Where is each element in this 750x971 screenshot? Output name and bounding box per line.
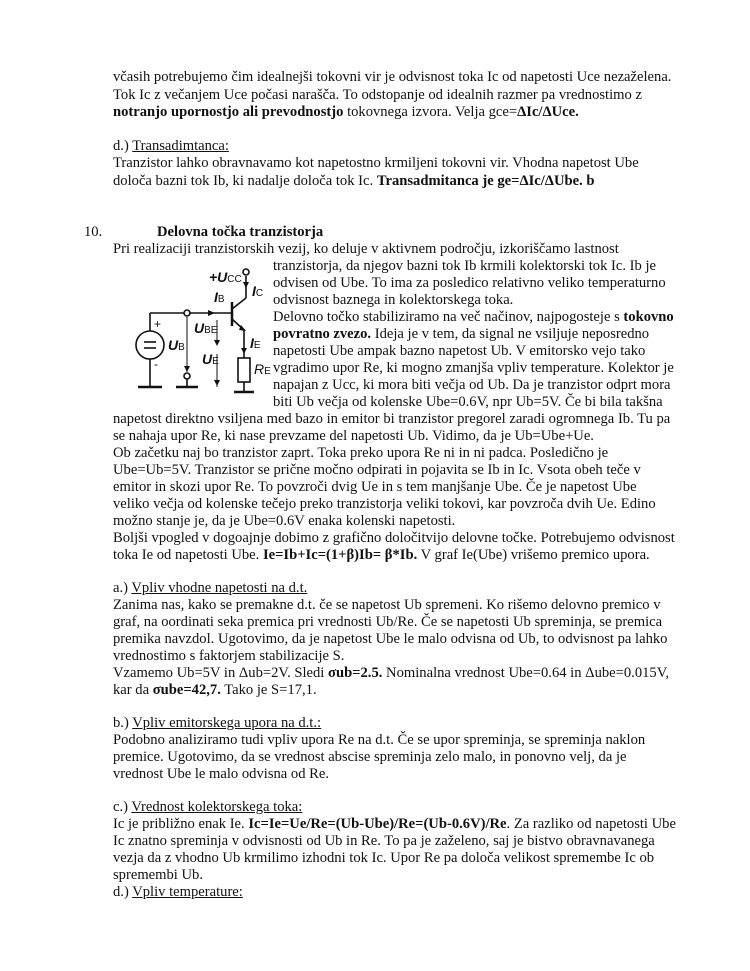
section-title: Delovna točka tranzistorja	[157, 224, 324, 240]
transadmitanca-heading	[113, 138, 229, 155]
text: Vzamemo Ub=5V in Δub=2V. Sledi	[113, 665, 329, 681]
transadmitanca-line-2	[113, 173, 595, 190]
plus-sign: +	[154, 317, 162, 331]
heading-prefix: c.)	[113, 799, 132, 815]
sub-c-line-2: Ic znatno spreminja v odvisnosti od Ub in Re. To pa je zaželeno, saj je bistvo obravnavanega	[113, 833, 655, 849]
wrap-line-8: napajan z Ucc, ki mora biti večja od Ub. Da je tranzistor odprt mora	[273, 377, 671, 393]
ub-label: UB	[168, 337, 185, 353]
text: kar da	[113, 682, 153, 698]
sub-a-line-5	[113, 665, 669, 682]
heading-title: Vpliv temperature:	[132, 884, 243, 900]
wrap-line-2: odvisen od Ube. To ima za posledico relativno veliko temperaturno	[273, 275, 666, 291]
ue-label: UE	[202, 351, 219, 367]
transadmitanca-line-1: Tranzistor lahko obravnavamo kot napetostno krmiljeni tokovni vir. Vhodna napetost Ube	[113, 155, 639, 171]
sub-a-line-6	[113, 682, 317, 699]
wrap-line-6: napetosti Ube ampak bazno napetost Ub. V emitorsko vejo tako	[273, 343, 646, 359]
ib-label: IB	[214, 289, 225, 305]
body-line-6: veliko večja od kolenske tečejo preko tranzistorja veliki tokovi, kar povzroča dvih Ue. Edino	[113, 496, 656, 512]
intro-line-2: Tok Ic z večanjem Uce počasi narašča. To odstopanje od idealnih razmer pa vrednostimo z	[113, 87, 642, 103]
sub-a-line-1: Zanima nas, kako se premakne d.t. če se napetost Ub spremeni. Ko rišemo delovno premico v	[113, 597, 661, 613]
transadmitanca-formula: Transadmitanca je ge=ΔIc/ΔUbe. b	[376, 173, 595, 189]
bold-term: tokovno	[623, 309, 674, 325]
ucc-label: +UCC	[209, 269, 242, 285]
sub-c-line-3: vezja da z vhodno Ub krmilimo izhodni tok Ic. Upor Re pa določa velikost spremembe Ic ob	[113, 850, 655, 866]
text: Delovno točko stabiliziramo na več načinov, najpogosteje s	[273, 309, 624, 325]
sub-c-line-4: spremembi Ub.	[113, 867, 203, 883]
ie-label: IE	[250, 335, 261, 351]
voltage-source-icon	[136, 331, 164, 359]
wrap-line-9: biti Ub večja od kolenske Ube=0.6V, npr Ub=5V. Če bi bila takšna	[273, 394, 663, 410]
heading-prefix: a.)	[113, 580, 132, 596]
wrap-line-4	[273, 309, 674, 326]
heading-title: Vpliv vhodne napetosti na d.t.	[131, 580, 308, 596]
body-line-2: se nahaja upor Re, ki nase prevzame del napetosti Ub. Vidimo, da je Ub=Ube+Ue.	[113, 428, 594, 444]
intro-text: tokovnega izvora. Velja gce=	[343, 104, 518, 120]
section-number: 10.	[84, 224, 103, 240]
text: Nominalna vrednost Ube=0.64 in Δube=0.015V,	[382, 665, 670, 681]
formula: Ie=Ib+Ic=(1+β)Ib= β*Ib.	[262, 547, 418, 563]
sub-a-line-2: graf, na oordinati seka premica pri vrednosti Ub/Re. Če se napetosti Ub spreminja, se premica	[113, 614, 663, 630]
sub-b-heading	[113, 715, 321, 732]
section-10-line-1: Pri realizaciji tranzistorskih vezij, ko deluje v aktivnem področju, izkoriščamo lastnost	[113, 241, 619, 257]
transistor-circuit-diagram	[112, 262, 277, 402]
wrap-line-7: vgradimo upor Re, ki mogno zmanjša vpliv temperature. Kolektor je	[273, 360, 674, 376]
body-line-7: možno stanje je, da je Ube=0.6V enaka kolenski napetosti.	[113, 513, 456, 529]
formula: Ic=Ie=Ue/Re=(Ub-Ube)/Re=(Ub-0.6V)/Re	[248, 816, 507, 832]
intro-bold-term: notranjo upornostjo ali prevodnostjo	[113, 104, 344, 120]
heading-prefix: d.)	[113, 884, 133, 900]
heading-prefix: d.)	[113, 138, 133, 154]
sub-c-heading	[113, 799, 302, 816]
text: V graf Ie(Ube) vrišemo premico upora.	[417, 547, 650, 563]
intro-line-1: včasih potrebujemo čim idealnejši tokovni vir je odvisnost toka Ic od napetosti Uce nezaželena.	[113, 69, 672, 85]
text: Ic je približno enak Ie.	[113, 816, 249, 832]
sub-a-heading	[113, 580, 307, 597]
ube-label: UBE	[194, 320, 218, 336]
text: . Za razliko od napetosti Ube	[506, 816, 676, 832]
intro-line-3	[113, 104, 579, 121]
heading-title: Transadimtanca:	[132, 138, 229, 154]
heading-prefix: b.)	[113, 715, 133, 731]
heading-title: Vrednost kolektorskega toka:	[131, 799, 303, 815]
text: Tako je S=17,1.	[220, 682, 317, 698]
bold-term: povratno zvezo.	[273, 326, 372, 342]
wrap-line-1: tranzistorja, da njegov bazni tok Ib krmili kolektorski tok Ic. Ib je	[273, 258, 656, 274]
body-line-1: napetost direktno vsiljena med bazo in emitor bi tranzistor pregorel zaradi ogromnega Ib. Tu pa	[113, 411, 671, 427]
resistor-re-icon	[238, 358, 250, 382]
body-line-4: Ube=Ub=5V. Tranzistor se prične močno odpirati in pojavita se Ib in Ic. Vsota obeh teče v	[113, 462, 641, 478]
body-line-8: Boljši vpogled v dogoajnje dobimo z grafično določitvijo delovne točke. Potrebujemo odvisnost	[113, 530, 675, 546]
re-label: RE	[254, 361, 271, 377]
sub-a-line-4: vrednostimo s faktorjem stabilizacije S.	[113, 648, 345, 664]
body-line-3: Ob začetku naj bo tranzistor zaprt. Toka preko upora Re ni in ni padca. Posledično je	[113, 445, 609, 461]
wrap-line-3: odvisnost baznega in kolektorskega toka.	[273, 292, 514, 308]
text: toka Ie od napetosti Ube.	[113, 547, 263, 563]
formula: σube=42,7.	[152, 682, 221, 698]
wrap-line-5	[273, 326, 649, 343]
sub-a-line-3: premika navzdol. Ugotovimo, da je napetost Ube le malo odvisna od Ub, to odvisnost pa lahko	[113, 631, 668, 647]
formula: σub=2.5.	[328, 665, 383, 681]
body-line-9	[113, 547, 650, 564]
body-line-5: emitor in skozi upor Re. To povzroči dvig Ue in s tem manjšanje Ube. Če je napetost Ube	[113, 479, 637, 495]
heading-title: Vpliv emitorskega upora na d.t.:	[132, 715, 322, 731]
sub-b-line-1: Podobno analiziramo tudi vpliv upora Re na d.t. Če se upor spreminja, se spreminja naklon	[113, 732, 646, 748]
sub-c-line-1	[113, 816, 676, 833]
ic-label: IC	[252, 283, 264, 299]
text: določa bazni tok Ib, ki nadalje določa tok Ic.	[113, 173, 377, 189]
minus-sign: -	[154, 357, 158, 371]
text: Ideja je v tem, da signal ne vsiljuje neposredno	[371, 326, 650, 342]
sub-d-heading	[113, 884, 243, 901]
sub-b-line-3: vrednost Ube le malo odvisna od Re.	[113, 766, 330, 782]
sub-b-line-2: premice. Ugotovimo, da se vrednost abscise spreminja zelo malo, in ponovno velj, da je	[113, 749, 627, 765]
intro-formula: ΔIc/ΔUce.	[517, 104, 579, 120]
